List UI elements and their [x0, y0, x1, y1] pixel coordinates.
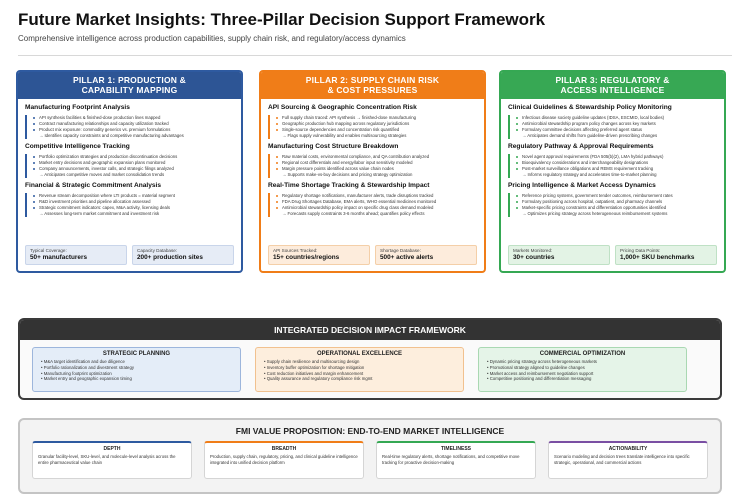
section-bullet: FDA Drug Shortages Database, EMA alerts, WHO essential medicines monitored	[276, 199, 477, 205]
impact-card-strategic	[32, 347, 241, 392]
pillar-section	[25, 104, 234, 139]
stat-value: 30+ countries	[513, 254, 555, 261]
impact-bullet: • Promotional strategy aligned to guideline changes	[487, 364, 585, 370]
value-proposition-title: FMI VALUE PROPOSITION: END-TO-END MARKET INTELLIGENCE	[235, 426, 505, 436]
section-bullet: Formulary committee decisions affecting preferred agent status	[516, 127, 717, 133]
pillar-title-line2: & COST PRESSURES	[327, 85, 418, 95]
pillar-section	[508, 143, 717, 178]
pillar-section	[268, 143, 477, 178]
pillar-section	[25, 182, 234, 217]
pillar-title-line1: PILLAR 3: REGULATORY &	[555, 75, 670, 85]
decision-impact-framework	[18, 318, 722, 400]
section-bullet: Margin pressure points identified across value chain nodes	[276, 166, 477, 172]
pillar-title-line1: PILLAR 1: PRODUCTION &	[72, 75, 186, 85]
section-title: Competitive Intelligence Tracking	[25, 143, 130, 150]
impact-bullet: • Portfolio rationalization and divestment strategy	[41, 364, 134, 370]
section-bullet: Contract manufacturing relationships and capacity utilization tracked	[33, 121, 234, 127]
section-bullet: Raw material costs, environmental compliance, and QA contribution analyzed	[276, 154, 477, 160]
pillar-header	[18, 72, 241, 99]
stat-label: Pricing Data Points:	[620, 248, 661, 253]
value-card-depth	[32, 441, 192, 479]
stat-box	[375, 245, 477, 265]
value-card-title: BREADTH	[271, 446, 297, 452]
impact-bullet: • Quality assurance and regulatory compliance risk mgmt	[264, 376, 373, 382]
stat-label: Shortage Database:	[380, 248, 421, 253]
section-bullet: Reference pricing systems, government tender outcomes, reimbursement rates	[516, 193, 717, 199]
header-divider	[18, 55, 732, 56]
pillar-section	[508, 182, 717, 217]
section-title: Regulatory Pathway & Approval Requirements	[508, 143, 654, 150]
section-title: Clinical Guidelines & Stewardship Policy Monitoring	[508, 104, 672, 111]
section-bullet: Antimicrobial stewardship program policy changes across key markets	[516, 121, 717, 127]
value-card-breadth	[204, 441, 364, 479]
stat-box	[25, 245, 127, 265]
value-card-text: Production, supply chain, regulatory, pricing, and clinical guideline intelligence integrated into unified decision platform	[210, 454, 358, 465]
stat-value: 200+ production sites	[137, 254, 203, 261]
pillar-production-capability	[16, 70, 243, 273]
pillar-header	[261, 72, 484, 99]
section-outcome: → Informs regulatory strategy and accelerates time-to-market planning	[522, 172, 657, 177]
section-outcome: → Flags supply vulnerability and enables multisourcing strategies	[282, 133, 407, 138]
impact-bullet: • Dynamic pricing strategy across heterogeneous markets	[487, 359, 597, 364]
section-title: Pricing Intelligence & Market Access Dynamics	[508, 182, 656, 189]
section-bullet: Bioequivalency considerations and interchangeability designations	[516, 160, 717, 166]
stat-value: 15+ countries/regions	[273, 254, 340, 261]
value-card-timeliness	[376, 441, 536, 479]
stat-label: Markets Monitored:	[513, 248, 553, 253]
section-bullet: Company announcements, investor calls, and strategic filings analyzed	[33, 166, 234, 172]
stat-label: Typical Coverage:	[30, 248, 67, 253]
value-card-title: TIMELINESS	[440, 446, 471, 452]
section-outcome: → Anticipates demand shifts from guideline-driven prescribing changes	[522, 133, 658, 138]
value-card-title: ACTIONABILITY	[608, 446, 648, 452]
pillar-title-line1: PILLAR 2: SUPPLY CHAIN RISK	[305, 75, 440, 85]
pillar-section	[25, 143, 234, 178]
stat-box	[508, 245, 610, 265]
section-bullet: Geographic production hub mapping across regulatory jurisdictions	[276, 121, 477, 127]
value-card-actionability	[548, 441, 708, 479]
section-title: Financial & Strategic Commitment Analysis	[25, 182, 162, 189]
pillar-title-line2: ACCESS INTELLIGENCE	[560, 85, 665, 95]
section-title: Manufacturing Footprint Analysis	[25, 104, 130, 111]
stat-value: 500+ active alerts	[380, 254, 434, 261]
pillar-title-line2: CAPABILITY MAPPING	[81, 85, 178, 95]
stat-label: Capacity Database:	[137, 248, 178, 253]
impact-bullet: • M&A target identification and due diligence	[41, 359, 125, 364]
value-proposition	[18, 418, 722, 494]
impact-bullet: • Manufacturing footprint optimization	[41, 370, 112, 376]
section-outcome: → Optimizes pricing strategy across heterogeneous reimbursement systems	[522, 211, 668, 216]
impact-card-title: COMMERCIAL OPTIMIZATION	[539, 351, 626, 357]
pillar-section	[268, 104, 477, 139]
stat-box	[615, 245, 717, 265]
pillar-supply-chain-risk	[259, 70, 486, 273]
stat-box	[268, 245, 370, 265]
section-bullet: Full supply chain traced: API synthesis → finished-dose manufacturing	[276, 115, 477, 121]
stat-box	[132, 245, 234, 265]
value-card-title: DEPTH	[103, 446, 121, 452]
section-bullet: Strategic commitment indicators: capex, M&A activity, licensing deals	[33, 205, 234, 211]
impact-bullet: • Supply chain resilience and multisourcing design	[264, 359, 360, 364]
page-subtitle: Comprehensive intelligence across production capabilities, supply chain risk, and regulatory/access dynamics	[18, 34, 406, 43]
stat-value: 50+ manufacturers	[30, 254, 88, 261]
section-bullet: Formulary positioning across hospital, outpatient, and pharmacy channels	[516, 199, 717, 205]
pillar-section	[508, 104, 717, 139]
pillar-stats	[25, 245, 234, 265]
section-title: API Sourcing & Geographic Concentration Risk	[268, 104, 417, 111]
framework-title: INTEGRATED DECISION IMPACT FRAMEWORK	[20, 320, 720, 340]
stat-value: 1,000+ SKU benchmarks	[620, 254, 695, 261]
value-card-text: Scenario modeling and decision trees translate intelligence into specific strategic, operational, and commercial actions	[554, 454, 690, 465]
page-title: Future Market Insights: Three-Pillar Decision Support Framework	[18, 10, 546, 29]
section-bullet: Market entry decisions and geographic expansion plans monitored	[33, 160, 234, 166]
impact-card-operational	[255, 347, 464, 392]
section-bullet: Regulatory shortage notifications, manufacturer alerts, trade disruptions tracked	[276, 193, 477, 199]
section-outcome: → Identifies capacity constraints and competitive manufacturing advantages	[39, 133, 184, 138]
section-bullet: Antimicrobial stewardship policy impact on specific drug class demand modeled	[276, 205, 477, 211]
impact-card-title: STRATEGIC PLANNING	[102, 351, 171, 357]
impact-bullet: • Cost reduction initiatives and margin enhancement	[264, 370, 364, 376]
value-card-text: Granular facility-level, SKU-level, and molecule-level analysis across the entire pharmaceutical value chain	[38, 454, 176, 465]
impact-bullet: • Inventory buffer optimization for shortage mitigation	[264, 364, 365, 370]
section-outcome: → Assesses long-term market commitment and investment risk	[39, 211, 160, 216]
section-bullet: Regional cost differentials and energy/labor input sensitivity modeled	[276, 160, 477, 166]
impact-card-title: OPERATIONAL EXCELLENCE	[316, 351, 403, 357]
section-outcome: → Anticipates competitive moves and market consolidation trends	[39, 172, 165, 177]
section-bullet: Portfolio optimization strategies and production discontinuation decisions	[33, 154, 234, 160]
section-bullet: Single-source dependencies and concentration risk quantified	[276, 127, 477, 133]
section-bullet: Revenue stream decomposition where LTI products = material segment	[33, 193, 234, 199]
impact-bullet: • Competitive positioning and differentiation messaging	[487, 376, 592, 382]
stat-label: API Sources Tracked:	[273, 248, 318, 253]
pillar-section	[268, 182, 477, 217]
pillar-stats	[508, 245, 717, 265]
section-title: Real-Time Shortage Tracking & Stewardship Impact	[268, 182, 430, 189]
section-bullet: Novel agent approval requirements (FDA 505(b)(2), LMA hybrid pathways)	[516, 154, 717, 160]
value-card-text: Real-time regulatory alerts, shortage notifications, and competitive move tracking for proactive decision-making	[382, 454, 520, 465]
pillar-regulatory-access	[499, 70, 726, 273]
impact-card-commercial	[478, 347, 687, 392]
section-bullet: Infectious disease society guideline updates (IDSA, ESCMID, local bodies)	[516, 115, 717, 121]
impact-bullet: • Market access and reimbursement negotiation support	[487, 370, 594, 376]
pillar-stats	[268, 245, 477, 265]
section-title: Manufacturing Cost Structure Breakdown	[268, 143, 399, 150]
section-bullet: Market-specific pricing constraints and differentiation opportunities identified	[516, 205, 717, 211]
section-bullet: R&D investment priorities and pipeline allocation assessed	[33, 199, 234, 205]
section-bullet: API synthesis facilities & finished-dose production lines mapped	[33, 115, 234, 121]
section-bullet: Product mix exposure: commodity generics vs. premium formulations	[33, 127, 234, 133]
impact-bullet: • Market entry and geographic expansion timing	[41, 376, 132, 382]
section-bullet: Post-market surveillance obligations and REMS requirement tracking	[516, 166, 717, 172]
pillar-header	[501, 72, 724, 99]
section-outcome: → Forecasts supply constraints 3-6 months ahead; quantifies policy effects	[282, 211, 425, 216]
section-outcome: → Supports make-vs-buy decisions and pricing strategy optimization	[282, 172, 413, 177]
